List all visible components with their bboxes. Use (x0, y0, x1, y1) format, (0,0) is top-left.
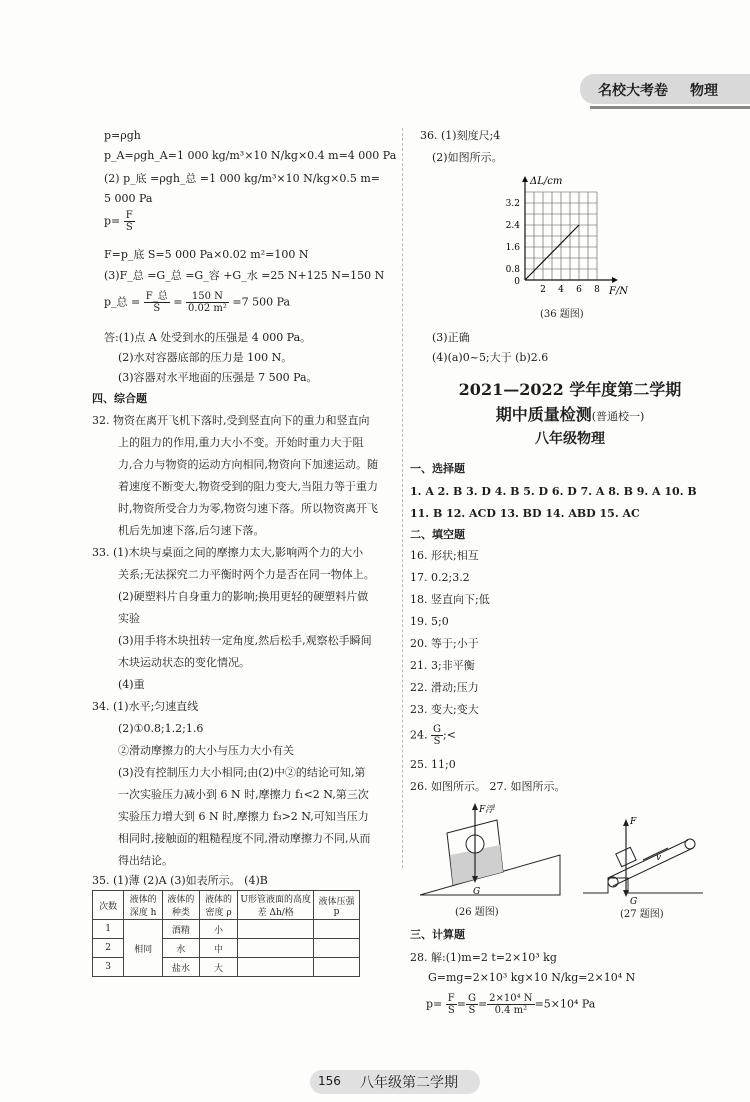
left-line: (4)重 (118, 678, 145, 691)
formula-equals: = (173, 295, 183, 309)
fraction (431, 724, 443, 747)
left-line: 33. (1)木块与桌面之间的摩擦力太大,影响两个力的大小 (92, 546, 364, 559)
left-line: p=ρgh (104, 129, 141, 142)
table-cell (238, 939, 314, 958)
left-line: 34. (1)水平;匀速直线 (92, 700, 199, 713)
answer-line: 20. 等于;小于 (410, 637, 479, 650)
fraction-den: S (125, 222, 133, 233)
fraction-num: F (447, 993, 455, 1004)
right-line: (3)正确 (432, 331, 470, 344)
left-line: (2) p_底 =ρgh_总 =1 000 kg/m³×10 N/kg×0.5 m= (104, 172, 380, 185)
fraction (446, 993, 457, 1016)
fraction (487, 993, 534, 1016)
fraction (144, 291, 170, 314)
y-tick-label: 0.8 (505, 265, 520, 275)
force-label: F (630, 817, 637, 827)
left-line: 木块运动状态的变化情况。 (118, 656, 250, 669)
left-line: 实验压力增大到 6 N 时,摩擦力 f₃>2 N,可知当压力 (118, 810, 369, 823)
left-line: 上的阻力的作用,重力大小不变。开始时重力大于阻 (118, 436, 364, 449)
table-cell: 相同 (124, 920, 163, 977)
header-subject: 物理 (690, 83, 718, 99)
left-line: 得出结论。 (118, 854, 173, 867)
answer-line: 1. A 2. B 3. D 4. B 5. D 6. D 7. A 8. B 9. A 10. B (410, 485, 697, 498)
left-line: 32. 物资在离开飞机下落时,受到竖直向下的重力和竖直向 (92, 414, 370, 427)
formula-lhs: p= (426, 997, 443, 1011)
graph-caption: (36 题图) (540, 309, 584, 320)
table-header-cell: 液体的密度 ρ (199, 891, 238, 920)
gravity-label: G (473, 887, 481, 897)
fraction (466, 993, 478, 1016)
table-q35 (92, 890, 360, 977)
section-heading: 三、计算题 (410, 928, 465, 941)
table-header-cell: 液体压强 p (314, 891, 360, 920)
fraction-num: F (125, 210, 133, 221)
left-line: (2)水对容器底部的压力是 100 N。 (118, 351, 293, 364)
buoyancy-arrowhead (472, 803, 478, 810)
footer-text: 八年级第二学期 (360, 1075, 458, 1091)
ground (583, 878, 703, 893)
right-line: 36. (1)刻度尺;4 (420, 129, 501, 142)
fraction-den: 0.4 m² (494, 1005, 528, 1016)
answer-line: 11. B 12. ACD 13. BD 14. ABD 15. AC (410, 507, 640, 520)
right-line: (4)(a)0~5;大于 (b)2.6 (432, 351, 549, 364)
formula-rhs: =5×10⁴ Pa (534, 997, 596, 1011)
y-axis-arrow (522, 176, 528, 182)
x-tick-label: 6 (576, 285, 582, 295)
exam-title-note: (普通校一) (591, 410, 645, 423)
section-title-2 (420, 405, 720, 427)
left-line: 时,物资所受合力为零,物资匀速下落。所以物资离开飞 (118, 502, 378, 515)
left-line: 着速度不断变大,物资受到的阻力变大,当阻力等于重力 (118, 480, 378, 493)
section-heading: 四、综合题 (92, 392, 147, 405)
answer-number: 24. (410, 728, 428, 742)
formula-p-total (104, 291, 290, 314)
x-axis-label: F/N (609, 286, 629, 297)
table-header-cell: 液体的种类 (162, 891, 199, 920)
table-cell: 中 (199, 939, 238, 958)
table-cell: 3 (93, 958, 124, 977)
right-line: (2)如图所示。 (432, 151, 503, 164)
table-row (93, 920, 360, 939)
y-tick-label: 1.6 (505, 243, 520, 253)
table-cell (314, 958, 360, 977)
fraction-den: S (447, 1005, 455, 1016)
fraction-den: 0.02 m² (187, 303, 227, 314)
left-line: (3)F_总 =G_总 =G_容 +G_水 =25 N+125 N=150 N (104, 269, 385, 282)
figure-caption: (26 题图) (455, 907, 499, 918)
table-cell: 大 (199, 958, 238, 977)
answer-line: 21. 3;非平衡 (410, 659, 475, 672)
figure-caption: (27 题图) (620, 909, 664, 920)
formula-lhs: p= (104, 214, 121, 228)
left-line: (2)硬塑料片自身重力的影响;换用更轻的硬塑料片做 (118, 590, 369, 603)
table-cell (238, 920, 314, 939)
graph-36 (500, 172, 640, 297)
answer-line: 28. 解:(1)m=2 t=2×10³ kg (410, 951, 557, 964)
left-line: ②滑动摩擦力的大小与压力大小有关 (118, 744, 294, 757)
left-line: 实验 (118, 612, 140, 625)
force-arrowhead (623, 819, 629, 826)
left-line: 关系;无法探究二力平衡时两个力是否在同一物体上。 (118, 568, 375, 581)
x-tick-label: 8 (594, 285, 600, 295)
left-line: 力,合力与物资的运动方向相同,物资向下加速运动。随 (118, 458, 378, 471)
velocity-label: v (656, 853, 662, 863)
left-line: 35. (1)薄 (2)A (3)如表所示。 (4)B (92, 874, 268, 887)
x-tick-label: 2 (540, 285, 546, 295)
force-label: F浮 (479, 805, 495, 815)
column-divider (402, 128, 403, 868)
header-brand: 名校大考卷 (598, 83, 668, 99)
figure-26 (415, 800, 565, 905)
fraction-num: 2×10⁴ N (489, 993, 533, 1004)
x-axis-arrow (612, 277, 618, 283)
fraction-den: S (153, 303, 161, 314)
fraction-num: G (433, 724, 441, 735)
left-line: (3)没有控制压力大小相同;由(2)中②的结论可知,第 (118, 766, 366, 779)
x-tick-label: 4 (558, 285, 564, 295)
table-header-cell: 次数 (93, 891, 124, 920)
page-number: 156 (318, 1074, 341, 1088)
section-title: 2021—2022 学年度第二学期 (458, 380, 682, 399)
table-cell: 水 (162, 939, 199, 958)
table-cell: 1 (93, 920, 124, 939)
fraction-num: 150 N (186, 291, 229, 303)
formula-q28: p= $\frac{F}{S}$ = $\frac{G}{S}$ = $\frac{\text{2×10⁴ N}}{\text{0.4 m²}}$ =5×10⁴ Pa (426, 993, 596, 1016)
graph-grid (525, 192, 597, 280)
answer-line: 19. 5;0 (410, 615, 449, 628)
answer-line: G=mg=2×10³ kg×10 N/kg=2×10⁴ N (428, 971, 636, 984)
y-tick-label: 2.4 (505, 221, 520, 231)
roller (685, 839, 695, 849)
fraction (124, 210, 135, 233)
table-cell (314, 920, 360, 939)
exam-title: 期中质量检测 (495, 405, 592, 424)
table-cell: 2 (93, 939, 124, 958)
table-cell: 酒精 (162, 920, 199, 939)
answer-line: 26. 如图所示。 27. 如图所示。 (410, 780, 566, 793)
left-line: 相同时,接触面的粗糙程度不同,滑动摩擦力不同,从而 (118, 832, 371, 845)
table-cell (238, 958, 314, 977)
y-tick-label: 3.2 (505, 199, 520, 209)
formula-rhs: =7 500 Pa (232, 295, 291, 309)
table-cell (314, 939, 360, 958)
left-line: 答:(1)点 A 处受到水的压强是 4 000 Pa。 (104, 331, 312, 344)
fraction-den: S (433, 736, 441, 747)
section-heading: 一、选择题 (410, 462, 465, 475)
left-line: 机后先加速下落,后匀速下落。 (118, 524, 265, 537)
answer-line: 22. 滑动;压力 (410, 681, 479, 694)
fraction-num: F_总 (145, 291, 168, 302)
answer-tail: ;< (443, 728, 456, 742)
table-cell: 盐水 (162, 958, 199, 977)
left-line: p_A=ρgh_A=1 000 kg/m³×10 N/kg×0.4 m=4 000 Pa (104, 149, 397, 162)
fraction-num: G (467, 993, 476, 1004)
left-line: 一次实验压力减小到 6 N 时,摩擦力 f₁<2 N,第三次 (118, 788, 369, 801)
answer-line: 16. 形状;相互 (410, 549, 479, 562)
y-tick-label: 0 (514, 277, 520, 287)
left-line: F=p_底 S=5 000 Pa×0.02 m²=100 N (104, 248, 309, 261)
left-line: (3)容器对水平地面的压强是 7 500 Pa。 (118, 371, 318, 384)
formula-p-fs (104, 210, 135, 233)
section-heading: 二、填空题 (410, 528, 465, 541)
left-line: (2)①0.8;1.2;1.6 (118, 722, 204, 735)
answer-line: 17. 0.2;3.2 (410, 571, 470, 584)
answer-line: 25. 11;0 (410, 758, 456, 771)
table-header-cell: U形管液面的高度差 Δh/格 (238, 891, 314, 920)
table-header-cell: 液体的深度 h (124, 891, 163, 920)
grade-title: 八年级物理 (535, 431, 605, 447)
figure-27 (578, 808, 708, 906)
table-cell: 小 (199, 920, 238, 939)
header-rule (590, 106, 750, 109)
answer-line: 23. 变大;变大 (410, 703, 479, 716)
left-line: 5 000 Pa (104, 192, 153, 205)
left-line: (3)用手将木块扭转一定角度,然后松手,观察松手瞬间 (118, 634, 372, 647)
answer-24 (410, 724, 456, 747)
answer-line: 18. 竖直向下;低 (410, 593, 490, 606)
fraction (186, 291, 229, 314)
gravity-label: G (630, 897, 638, 906)
y-axis-label: ΔL/cm (530, 176, 563, 187)
table-header-row (93, 891, 360, 920)
formula-lhs: p_总 = (104, 295, 141, 309)
fraction-den: S (468, 1005, 476, 1016)
